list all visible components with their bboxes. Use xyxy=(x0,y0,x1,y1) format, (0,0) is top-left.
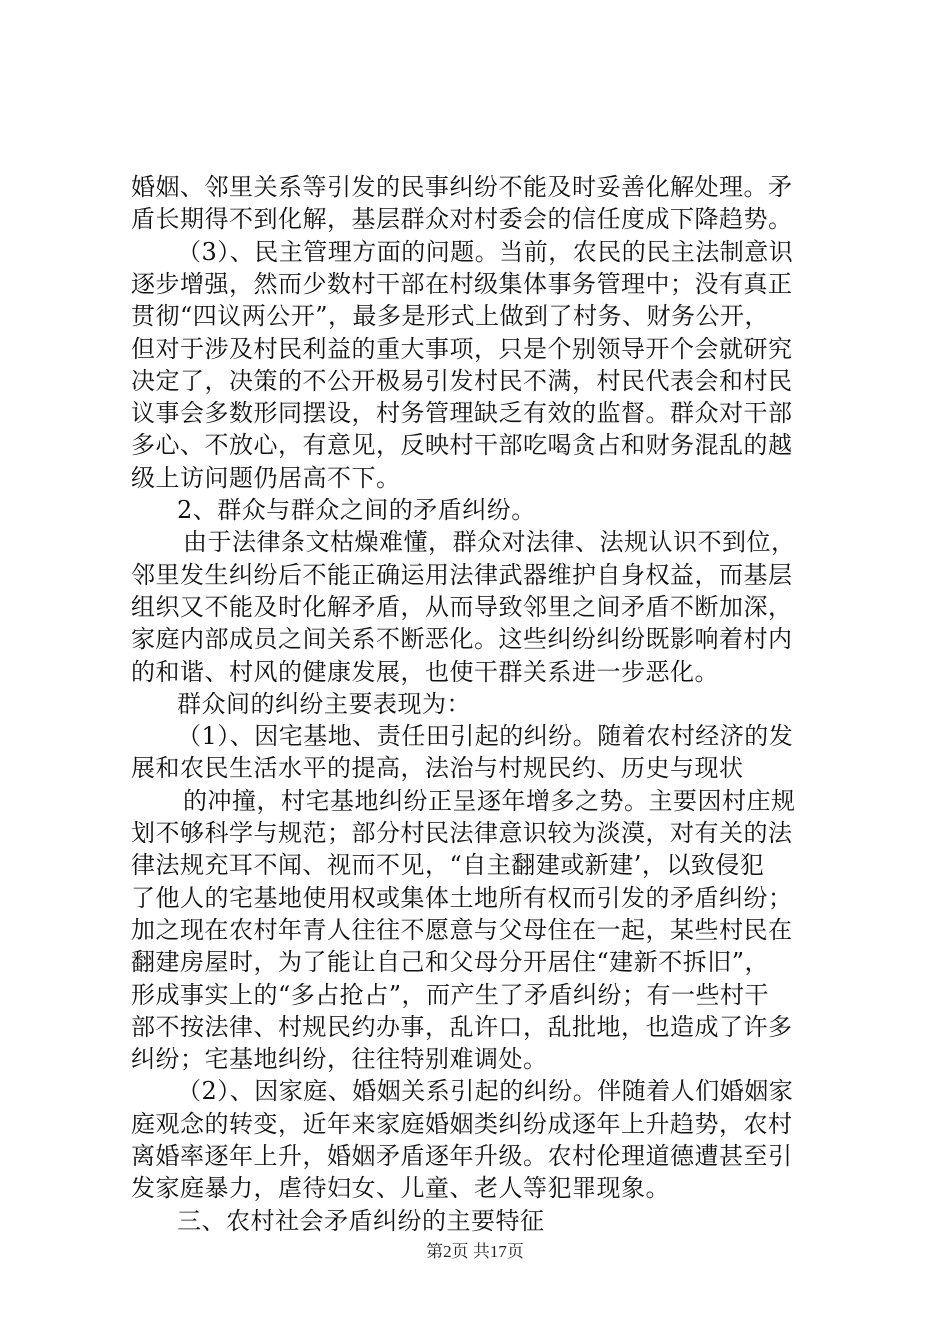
text-line: 多心、不放心，有意见，反映村干部吃喝贪占和财务混乱的越 xyxy=(131,431,793,460)
text-line: 家庭内部成员之间关系不断恶化。这些纠纷纠纷既影响着村内 xyxy=(131,625,793,654)
text-line: 决定了，决策的不公开极易引发村民不满，村民代表会和村民 xyxy=(131,366,793,395)
text-line: 由于法律条文枯燥难懂，群众对法律、法规认识不到位， xyxy=(183,528,796,557)
text-line: 但对于涉及村民利益的重大事项，只是个别领导开个会就研究 xyxy=(131,334,793,363)
text-line: 群众间的纠纷主要表现为： xyxy=(177,689,471,718)
text-line: 展和农民生活水平的提高，法治与村规民约、历史与现状 xyxy=(131,754,744,783)
text-line: 议事会多数形同摆设，村务管理缺乏有效的监督。群众对干部 xyxy=(131,399,793,428)
text-line: （3）、民主管理方面的问题。当前，农民的民主法制意识 xyxy=(177,237,794,266)
text-line: 纠纷；宅基地纠纷，往往特别难调处。 xyxy=(131,1045,548,1074)
text-line: 逐步增强，然而少数村干部在村级集体事务管理中；没有真正 xyxy=(131,269,793,298)
text-line: 形成事实上的“多占抢占”，而产生了矛盾纠纷；有一些村干 xyxy=(131,980,770,1009)
text-line: 了他人的宅基地使用权或集体土地所有权而引发的矛盾纠纷； xyxy=(131,883,793,912)
text-line: 的和谐、村风的健康发展，也使干群关系进一步恶化。 xyxy=(131,657,719,686)
text-line: （2）、因家庭、婚姻关系引起的纠纷。伴随着人们婚姻家 xyxy=(177,1077,794,1106)
section-heading: 2、群众与群众之间的矛盾纠纷。 xyxy=(177,496,536,524)
text-line: 级上访问题仍居高不下。 xyxy=(131,463,401,492)
text-line: 加之现在农村年青人往往不愿意与父母住在一起，某些村民在 xyxy=(131,915,793,944)
text-line: 的冲撞，村宅基地纠纷正呈逐年增多之势。主要因村庄规 xyxy=(183,786,796,815)
text-line: 贯彻“四议两公开”，最多是形式上做到了村务、财务公开， xyxy=(131,302,770,331)
text-line: 部不按法律、村规民约办事，乱许口，乱批地，也造成了许多 xyxy=(131,1012,793,1041)
text-line: 翻建房屋时，为了能让自己和父母分开居住“建新不拆旧”， xyxy=(131,948,770,977)
text-line: 婚姻、邻里关系等引发的民事纠纷不能及时妥善化解处理。矛 xyxy=(131,173,793,201)
text-line: 组织又不能及时化解矛盾，从而导致邻里之间矛盾不断加深， xyxy=(131,592,793,621)
text-line: 庭观念的转变，近年来家庭婚姻类纠纷成逐年上升趋势，农村 xyxy=(131,1109,793,1138)
text-line: 发家庭暴力，虐待妇女、儿童、老人等犯罪现象。 xyxy=(131,1174,670,1203)
text-line: 邻里发生纠纷后不能正确运用法律武器维护自身权益，而基层 xyxy=(131,560,793,589)
text-line: 律法规充耳不闻、视而不见，“自主翻建或新建’，以致侵犯 xyxy=(131,851,765,880)
text-line: （1）、因宅基地、责任田引起的纠纷。随着农村经济的发 xyxy=(177,722,794,751)
text-line: 盾长期得不到化解，基层群众对村委会的信任度成下降趋势。 xyxy=(131,205,793,234)
text-line: 离婚率逐年上升，婚姻矛盾逐年升级。农村伦理道德遭甚至引 xyxy=(131,1142,793,1170)
text-line: 划不够科学与规范；部分村民法律意识较为淡漠，对有关的法 xyxy=(131,819,793,847)
section-heading: 三、农村社会矛盾纠纷的主要特征 xyxy=(177,1206,545,1235)
page-number-footer: 第2页 共17页 xyxy=(426,1242,524,1261)
